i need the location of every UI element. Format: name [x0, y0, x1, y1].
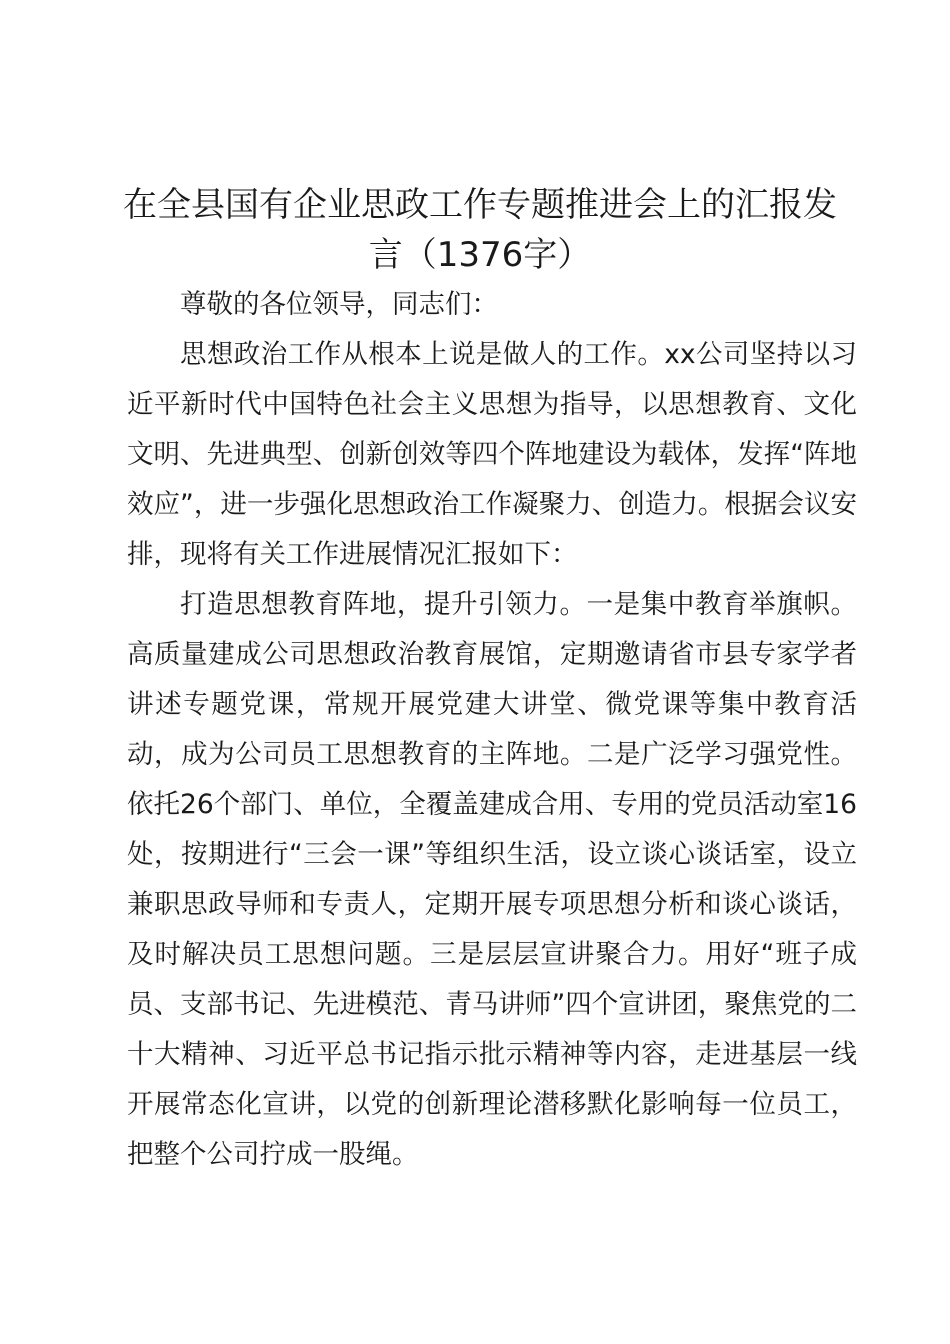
paragraph-intro: 思想政治工作从根本上说是做人的工作。xx公司坚持以习近平新时代中国特色社会主义思想为指导，以思想教育、文化文明、先进典型、创新创效等四个阵地建设为载体，发挥“阵地效应”，进一步强化思想政治工作凝聚力、创造力。根据会议安排，现将有关工作进展情况汇报如下： [127, 339, 857, 570]
document-title: 在全县国有企业思政工作专题推进会上的汇报发言（1376字） [123, 185, 837, 275]
paragraph-education: 打造思想教育阵地，提升引领力。一是集中教育举旗帜。高质量建成公司思想政治教育展馆，定期邀请省市县专家学者讲述专题党课，常规开展党建大讲堂、微党课等集中教育活动，成为公司员工思想教育的主阵地。二是广泛学习强党性。依托26个部门、单位，全覆盖建成合用、专用的党员活动室16处，按期进行“三会一课”等组织生活，设立谈心谈话室，设立兼职思政导师和专责人，定期开展专项思想分析和谈心谈话，及时解决员工思想问题。三是层层宣讲聚合力。用好“班子成员、支部书记、先进模范、青马讲师”四个宣讲团，聚焦党的二十大精神、习近平总书记指示批示精神等内容，走进基层一线开展常态化宣讲，以党的创新理论潜移默化影响每一位员工，把整个公司拧成一股绳。 [127, 589, 857, 1170]
salutation: 尊敬的各位领导，同志们： [180, 289, 498, 320]
document-body [127, 280, 857, 1180]
